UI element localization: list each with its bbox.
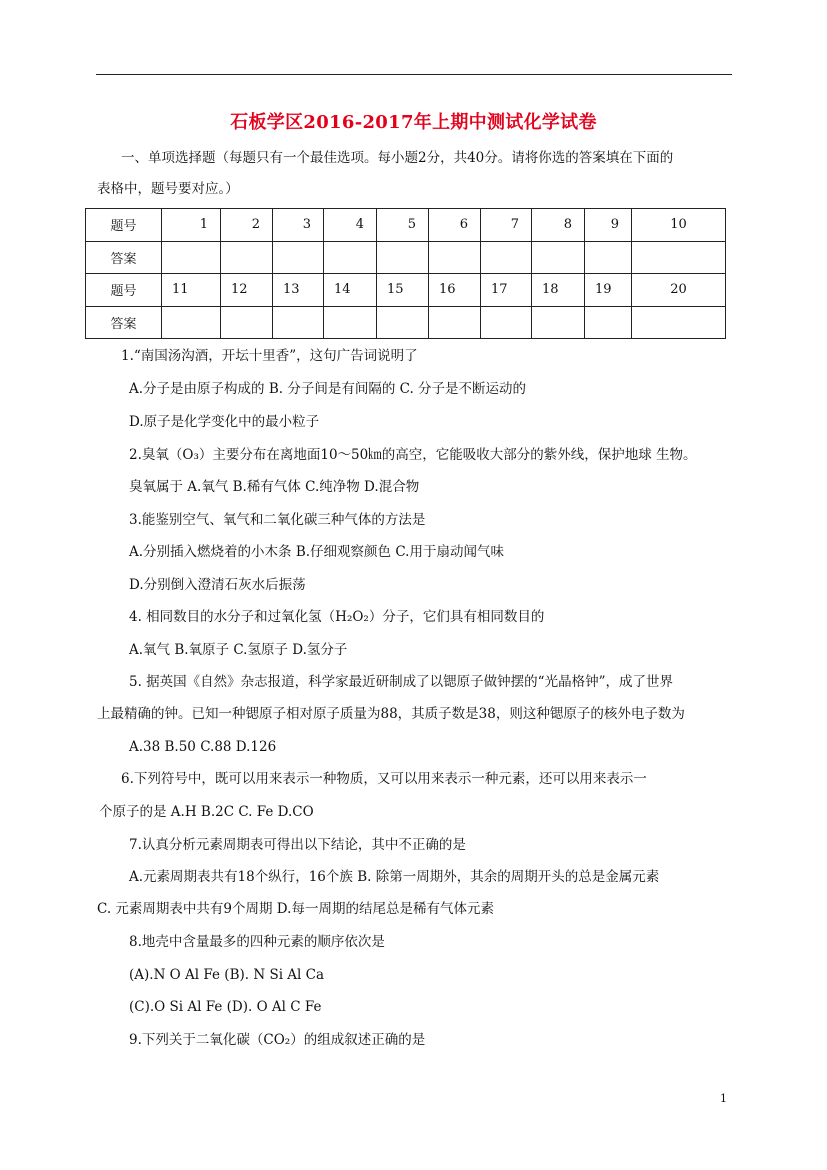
- question-9-stem: 9.下列关于二氧化碳（CO₂）的组成叙述正确的是: [129, 1032, 426, 1048]
- question-2-options: 臭氧属于 A.氧气 B.稀有气体 C.纯净物 D.混合物: [129, 479, 420, 495]
- header-rule: [96, 74, 732, 75]
- table-cell: 20: [632, 274, 726, 307]
- question-8-options: (A).N O Al Fe (B). N Si Al Ca: [129, 967, 325, 983]
- answer-cell: [273, 241, 324, 274]
- answer-cell: [632, 241, 726, 274]
- table-cell: 17: [481, 274, 532, 307]
- question-7-stem: 7.认真分析元素周期表可得出以下结论，其中不正确的是: [129, 837, 466, 853]
- question-7-options: A.元素周期表共有18个纵行，16个族 B. 除第一周期外，其余的周期开头的总是金属元素: [129, 869, 660, 885]
- section-heading-line2: 表格中，题号要对应。）: [97, 181, 239, 197]
- answer-cell: [324, 306, 377, 339]
- table-cell: 14: [324, 274, 377, 307]
- answer-cell: [532, 306, 585, 339]
- answer-cell: [162, 241, 221, 274]
- row-label-number: 题号: [86, 209, 162, 242]
- answer-cell: [162, 306, 221, 339]
- table-cell: 15: [377, 274, 429, 307]
- question-8-options: (C).O Si Al Fe (D). O Al C Fe: [129, 999, 322, 1015]
- answer-cell: [585, 306, 632, 339]
- question-2-stem: 2.臭氧（O₃）主要分布在离地面10～50㎞的高空，它能吸收大部分的紫外线，保护地球 生物。: [129, 447, 697, 463]
- row-label-answer: 答案: [86, 241, 162, 274]
- table-cell: 13: [273, 274, 324, 307]
- table-cell: 12: [221, 274, 273, 307]
- table-cell: 2: [221, 209, 273, 242]
- question-6-stem: 个原子的是 A.H B.2C C. Fe D.CO: [99, 804, 314, 820]
- table-row: [86, 241, 726, 274]
- question-4-options: A.氧气 B.氧原子 C.氢原子 D.氢分子: [129, 642, 348, 658]
- answer-cell: [221, 241, 273, 274]
- table-cell: 8: [532, 209, 585, 242]
- question-5-stem: 5. 据英国《自然》杂志报道，科学家最近研制成了以锶原子做钟摆的“光晶格钟”，成了世界: [129, 674, 673, 690]
- question-6-stem: 6.下列符号中，既可以用来表示一种物质，又可以用来表示一种元素，还可以用来表示一: [121, 771, 647, 787]
- table-cell: 19: [585, 274, 632, 307]
- row-label-answer: 答案: [86, 306, 162, 339]
- table-cell: 4: [324, 209, 377, 242]
- answer-table: [85, 208, 726, 339]
- row-label-number: 题号: [86, 274, 162, 307]
- answer-cell: [377, 306, 429, 339]
- answer-cell: [273, 306, 324, 339]
- answer-cell: [377, 241, 429, 274]
- exam-title: 石板学区2016-2017年上期中测试化学试卷: [230, 112, 597, 133]
- answer-cell: [532, 241, 585, 274]
- table-cell: 18: [532, 274, 585, 307]
- question-1-options: D.原子是化学变化中的最小粒子: [129, 414, 320, 430]
- answer-cell: [324, 241, 377, 274]
- answer-cell: [481, 241, 532, 274]
- table-cell: 3: [273, 209, 324, 242]
- answer-cell: [221, 306, 273, 339]
- table-cell: 11: [162, 274, 221, 307]
- answer-cell: [429, 306, 481, 339]
- question-4-stem: 4. 相同数目的水分子和过氧化氢（H₂O₂）分子，它们具有相同数目的: [129, 609, 545, 625]
- table-cell: 7: [481, 209, 532, 242]
- question-3-stem: 3.能鉴别空气、氧气和二氧化碳三种气体的方法是: [129, 512, 426, 528]
- answer-cell: [429, 241, 481, 274]
- table-cell: 10: [632, 209, 726, 242]
- question-3-options: A.分别插入燃烧着的小木条 B.仔细观察颜色 C.用于扇动闻气味: [129, 544, 504, 560]
- question-1-stem: 1.“南国汤沟酒，开坛十里香”，这句广告词说明了: [121, 348, 418, 364]
- question-5-options: A.38 B.50 C.88 D.126: [129, 739, 277, 755]
- table-cell: 1: [162, 209, 221, 242]
- answer-cell: [632, 306, 726, 339]
- table-cell: 6: [429, 209, 481, 242]
- question-1-options: A.分子是由原子构成的 B. 分子间是有间隔的 C. 分子是不断运动的: [129, 381, 527, 397]
- question-3-options: D.分别倒入澄清石灰水后振荡: [129, 577, 306, 593]
- page-number: 1: [720, 1092, 727, 1105]
- table-cell: 5: [377, 209, 429, 242]
- table-row: [86, 274, 726, 307]
- section-heading-line1: 一、单项选择题（每题只有一个最佳选项。每小题2分，共40分。请将你选的答案填在下面的: [121, 150, 674, 166]
- table-cell: 9: [585, 209, 632, 242]
- question-5-stem: 上最精确的钟。已知一种锶原子相对原子质量为88，其质子数是38，则这种锶原子的核外电子数为: [97, 706, 685, 722]
- table-cell: 16: [429, 274, 481, 307]
- answer-cell: [481, 306, 532, 339]
- table-row: [86, 209, 726, 242]
- question-7-options: C. 元素周期表中共有9个周期 D.每一周期的结尾总是稀有气体元素: [97, 901, 494, 917]
- question-8-stem: 8.地壳中含量最多的四种元素的顺序依次是: [129, 934, 385, 950]
- answer-cell: [585, 241, 632, 274]
- table-row: [86, 306, 726, 339]
